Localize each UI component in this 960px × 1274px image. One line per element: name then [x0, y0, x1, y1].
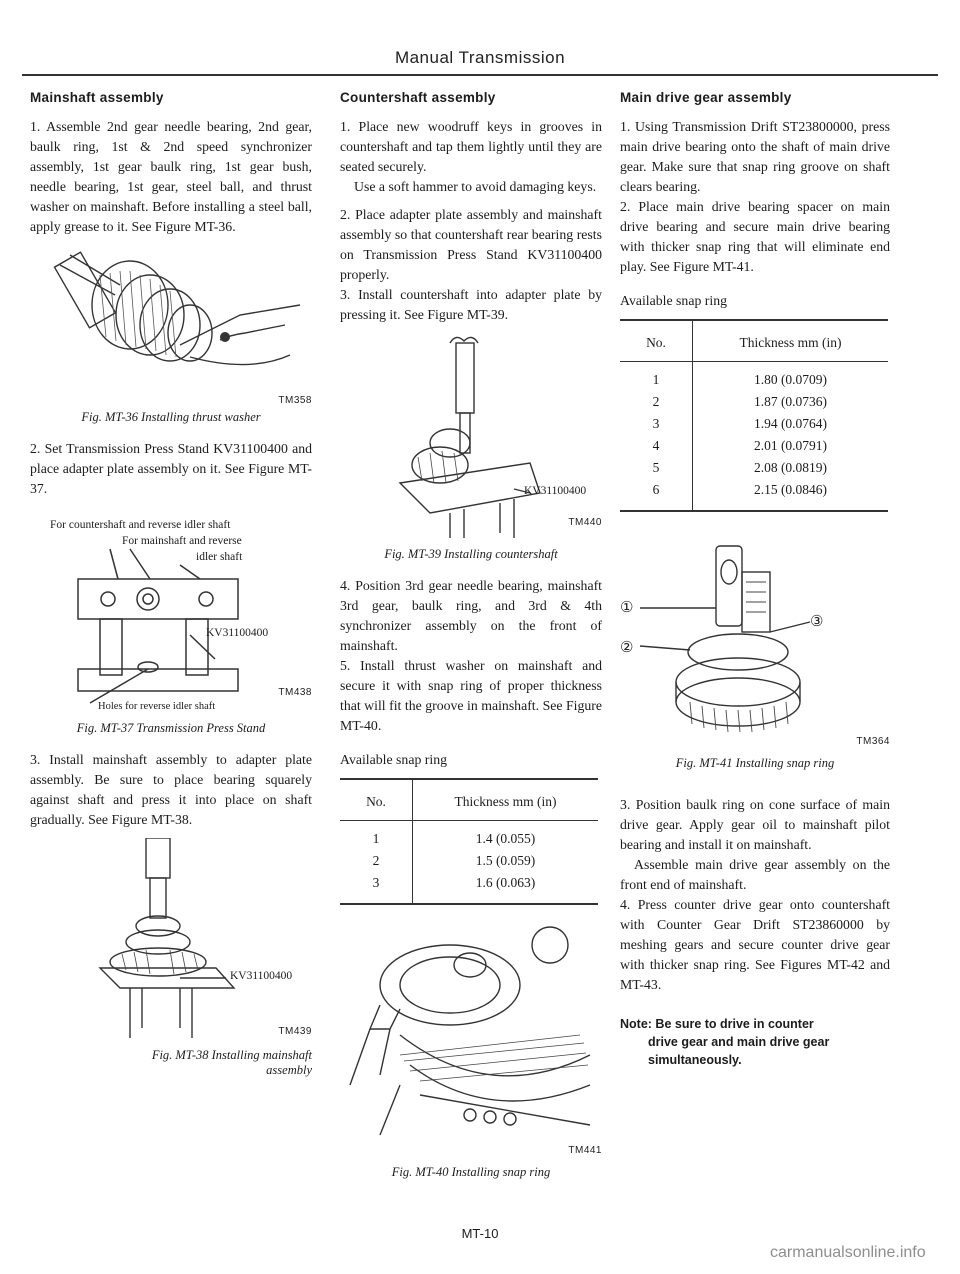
- figure-caption: Fig. MT-38 Installing mainshaft assembly: [151, 1048, 312, 1077]
- watermark: carmanualsonline.info: [770, 1244, 926, 1261]
- snap-ring-table: [620, 319, 888, 512]
- column-countershaft: [340, 90, 602, 1194]
- snap-ring-label: Available snap ring: [340, 752, 448, 767]
- press-stand-illustration: [30, 519, 312, 717]
- figure-caption: Fig. MT-36 Installing thrust washer: [81, 410, 261, 424]
- section-heading-countershaft: Countershaft assembly: [340, 90, 496, 105]
- table-row: 1 1.4 (0.055): [340, 821, 598, 851]
- step-4-paragraph: 4. Position 3rd gear needle bearing, mainshaft 3rd gear, baulk ring, and 3rd & 4th synchronizer assembly on the front of mainshaft.: [340, 578, 602, 653]
- label-holes: Holes for reverse idler shaft: [98, 701, 216, 712]
- label-countershaft: For countershaft and reverse idler shaft: [50, 519, 231, 531]
- table-row: 4 2.01 (0.0791): [620, 435, 888, 457]
- callout-3: ③: [810, 614, 824, 630]
- figure-caption: Fig. MT-37 Transmission Press Stand: [76, 721, 266, 735]
- main-drive-gear-illustration: [620, 542, 890, 752]
- column-header-thickness: Thickness mm (in): [413, 779, 599, 821]
- table-header-row: [620, 320, 888, 362]
- step-3-note: Assemble main drive gear assembly on the front end of mainshaft.: [620, 857, 890, 892]
- countershaft-press-illustration: [340, 333, 602, 543]
- step-3-paragraph: 3. Position baulk ring on cone surface of main drive gear. Apply gear oil to mainshaft pilot bearing and install it on mainshaft.: [620, 797, 890, 852]
- thrust-washer-illustration: [30, 245, 312, 395]
- column-header-no: No.: [620, 320, 693, 362]
- step-1-paragraph: 1. Using Transmission Drift ST23800000, press main drive bearing onto the shaft of main drive gear. Make sure that snap ring groove on shaft clears bearing.: [620, 119, 890, 194]
- label-mainshaft: For mainshaft and reverse: [122, 535, 242, 547]
- column-mainshaft: [30, 90, 312, 1078]
- step-3-paragraph: 3. Install mainshaft assembly to adapter plate assembly. Be sure to place bearing squarely against shaft and press it into place on shaft gradually. See Figure MT-38.: [30, 752, 312, 827]
- mainshaft-press-illustration: [30, 838, 312, 1044]
- figure-caption: Fig. MT-41 Installing snap ring: [675, 756, 835, 770]
- callout-2: ②: [620, 640, 634, 656]
- snap-ring-pliers-illustration: [340, 925, 602, 1161]
- figure-mt-36: [30, 245, 312, 406]
- figure-code: TM358: [278, 395, 312, 406]
- step-1-paragraph: 1. Place new woodruff keys in grooves in countershaft and tap them lightly until they are seated securely.: [340, 119, 602, 174]
- table-header-row: [340, 779, 598, 821]
- label-mainshaft-cont: idler shaft: [196, 551, 243, 563]
- table-row: 3 1.94 (0.0764): [620, 413, 888, 435]
- table-row: 3 1.6 (0.063): [340, 872, 598, 904]
- column-main-drive-gear: [620, 90, 890, 1069]
- column-header-thickness: Thickness mm (in): [693, 320, 889, 362]
- figure-mt-38: [30, 838, 312, 1044]
- section-heading-mainshaft: Mainshaft assembly: [30, 90, 164, 105]
- figure-code: TM440: [568, 517, 602, 528]
- table-row: 5 2.08 (0.0819): [620, 457, 888, 479]
- table-row: 2 1.5 (0.059): [340, 850, 598, 872]
- table-row: 2 1.87 (0.0736): [620, 391, 888, 413]
- section-heading-main-drive-gear: Main drive gear assembly: [620, 90, 792, 105]
- snap-ring-label: Available snap ring: [620, 293, 728, 308]
- step-5-paragraph: 5. Install thrust washer on mainshaft and secure it with snap ring of proper thickness that will fit the groove in mainshaft. See Figure MT-40.: [340, 658, 602, 733]
- page-title: Manual Transmission: [394, 48, 566, 67]
- step-4-paragraph: 4. Press counter drive gear onto countershaft with Counter Gear Drift ST23860000 by meshing gears and secure counter drive gear with thicker snap ring. See Figures MT-42 and MT-43.: [620, 897, 890, 992]
- step-1-note: Use a soft hammer to avoid damaging keys.: [354, 179, 597, 194]
- snap-ring-table: [340, 778, 598, 905]
- figure-caption: Fig. MT-40 Installing snap ring: [391, 1165, 551, 1179]
- table-row: 1 1.80 (0.0709): [620, 362, 888, 392]
- header-rule: [22, 74, 938, 76]
- note: Note: Be sure to drive in counter drive gear and main drive gear simultaneously.: [620, 1017, 830, 1067]
- figure-mt-39: [340, 333, 602, 543]
- label-press-stand-part: KV31100400: [206, 627, 269, 639]
- column-header-no: No.: [340, 779, 413, 821]
- label-press-stand-part: KV31100400: [230, 970, 293, 982]
- page-number: MT-10: [461, 1226, 499, 1241]
- figure-code: TM438: [278, 687, 312, 698]
- step-1-paragraph: 1. Assemble 2nd gear needle bearing, 2nd gear, baulk ring, 1st & 2nd speed synchronizer assembly, 1st gear baulk ring, 1st gear bush, needle bearing, 1st gear, steel ball, and thrust washer on mainshaft. Before installing a steel ball, apply grease to it. See Figure MT-36.: [30, 119, 312, 234]
- step-3-paragraph: 3. Install countershaft into adapter plate by pressing it. See Figure MT-39.: [340, 287, 602, 322]
- callout-1: ①: [620, 600, 634, 616]
- figure-mt-41: [620, 542, 890, 752]
- table-row: 6 2.15 (0.0846): [620, 479, 888, 511]
- step-2-paragraph: 2. Set Transmission Press Stand KV31100400 and place adapter plate assembly on it. See Figure MT-37.: [30, 441, 312, 496]
- step-2-paragraph: 2. Place main drive bearing spacer on main drive bearing and secure main drive bearing with thicker snap ring that will eliminate end play. See Figure MT-41.: [620, 199, 890, 274]
- figure-code: TM364: [856, 736, 890, 747]
- figure-code: TM439: [278, 1026, 312, 1037]
- figure-code: TM441: [568, 1145, 602, 1156]
- figure-mt-40: [340, 925, 602, 1161]
- step-2-paragraph: 2. Place adapter plate assembly and mainshaft assembly so that countershaft rear bearing rests on Transmission Press Stand KV31100400 properly.: [340, 207, 602, 282]
- figure-caption: Fig. MT-39 Installing countershaft: [384, 547, 558, 561]
- label-press-stand-part: KV31100400: [524, 485, 587, 497]
- figure-mt-37: [30, 519, 312, 717]
